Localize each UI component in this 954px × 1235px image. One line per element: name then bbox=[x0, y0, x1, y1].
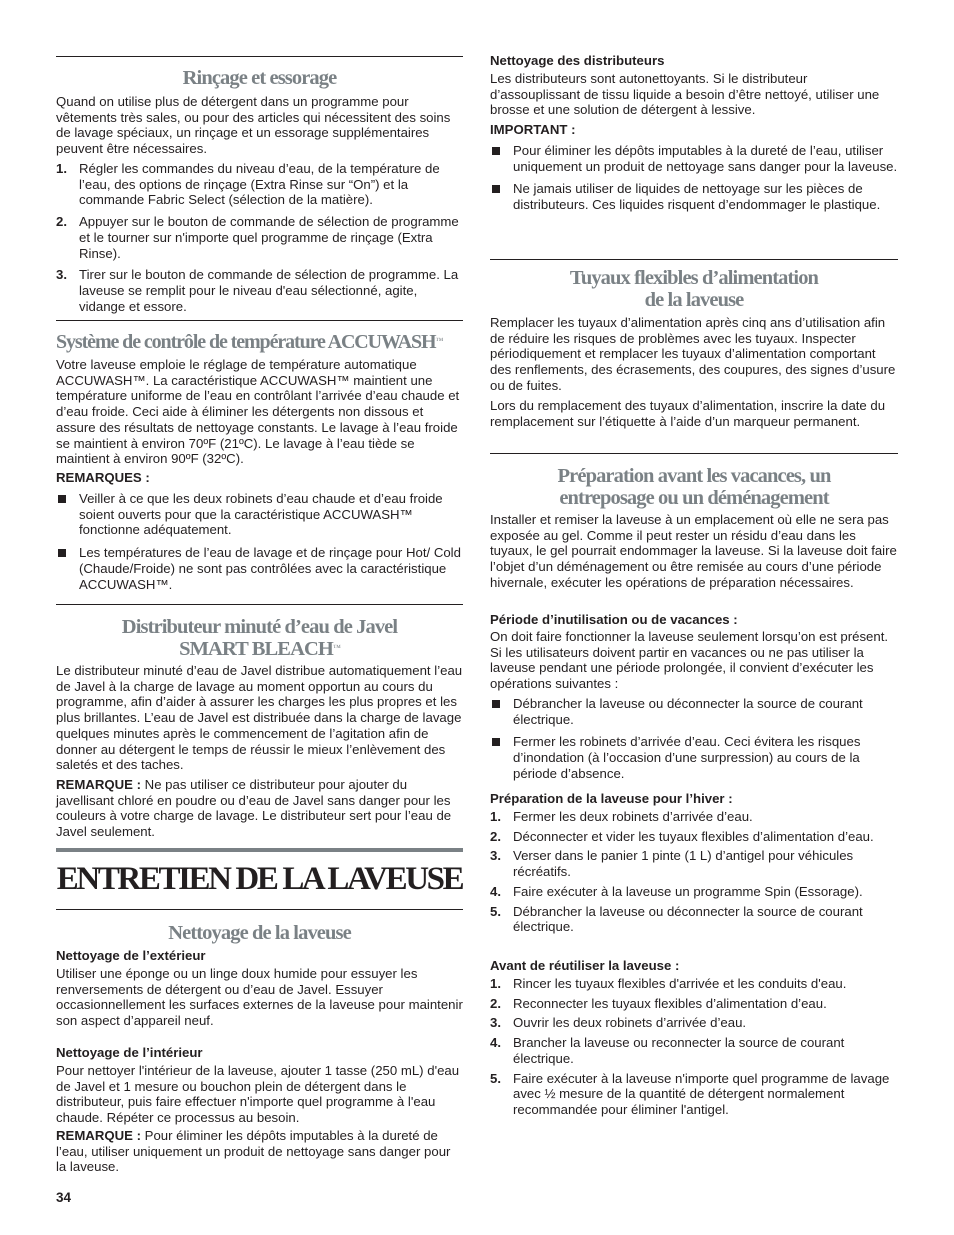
vacances-heading bbox=[490, 465, 898, 509]
step-text: Appuyer sur le bouton de commande de sélection de programme et le tourner sur n'importe quel programme de rinçage (Extra Rinse). bbox=[79, 214, 459, 261]
tuyaux-p1: Remplacer les tuyaux d’alimentation après cinq ans d’utilisation afin de réduire les risques de problèmes avec les tuyaux. Inspecter périodiquement et remplacer les tuyaux d’alimentation comportant des renflements, des écrasements, des coupures, des signes d’usure ou de fuites. bbox=[490, 315, 896, 393]
list-item bbox=[56, 267, 463, 314]
reutil-label: Avant de réutiliser la laveuse : bbox=[490, 958, 680, 973]
periode-bullets bbox=[490, 696, 898, 782]
ext-label: Nettoyage de l’extérieur bbox=[56, 948, 206, 963]
bullet-text: Débrancher la laveuse ou déconnecter la source de courant électrique. bbox=[513, 696, 863, 727]
bullet-square-icon bbox=[492, 185, 500, 193]
step-number: 1. bbox=[56, 161, 67, 176]
list-item bbox=[56, 161, 463, 208]
accuwash-intro: Votre laveuse emploie le réglage de température automatique ACCUWASH™. La caractéristique ACCUWASH™ maintient une température uniforme de l’eau en contrôlant l’arrivée d’eau chaude et d’eau froide. Ceci aide à éliminer les détergents non dissous et assure des résultats de nettoyage constants. Le lavage à l’eau froide se maintient à environ 70ºF (21ºC). Le lavage à l’eau tiède se maintient à environ 90ºF (32ºC). bbox=[56, 357, 460, 467]
step-number: 5. bbox=[490, 1070, 501, 1086]
list-item bbox=[490, 904, 898, 935]
accuwash-heading bbox=[56, 331, 463, 353]
step-number: 4. bbox=[490, 1035, 501, 1051]
ext-text: Utiliser une éponge ou un linge doux humide pour essuyer les renversements de détergent ou d’eau de Javel. Essuyer occasionnellement les surfaces externes de la laveuse pour maintenir son aspect d’appareil neuf. bbox=[56, 966, 463, 1029]
reutil-steps bbox=[490, 976, 898, 1118]
step-text: Verser dans le panier 1 pinte (1 L) d’antigel pour véhicules récréatifs. bbox=[513, 848, 854, 880]
step-text: Rincer les tuyaux flexibles d'arrivée et les conduits d'eau. bbox=[513, 976, 847, 991]
trademark-symbol: ™ bbox=[332, 643, 340, 652]
bullet-square-icon bbox=[492, 738, 500, 746]
section-divider bbox=[490, 259, 898, 260]
hiver-label: Préparation de la laveuse pour l’hiver : bbox=[490, 791, 733, 806]
rincage-steps bbox=[56, 161, 463, 314]
smartbleach-heading-line1: Distributeur minuté d’eau de Javel bbox=[121, 616, 398, 638]
step-number: 1. bbox=[490, 976, 501, 991]
smartbleach-heading bbox=[56, 616, 463, 660]
step-text: Tirer sur le bouton de commande de sélection de programme. La laveuse se remplit pour le niveau d'eau sélectionné, agite, vidange et essore. bbox=[79, 267, 459, 314]
distributeurs-bullets bbox=[490, 143, 898, 213]
list-item bbox=[490, 996, 898, 1012]
list-item bbox=[490, 976, 898, 992]
step-number: 4. bbox=[490, 883, 501, 899]
remark-text: Ne pas utiliser ce distributeur pour ajouter du javellisant chloré en poudre ou d’eau de Javel sans danger pour les couleurs à votre charge de lavage. Le distributeur sert pour l’eau de Javel seulement. bbox=[56, 777, 452, 840]
bullet-square-icon bbox=[492, 700, 500, 708]
accuwash-bullets bbox=[56, 491, 463, 592]
bullet-text: Pour éliminer les dépôts imputables à la dureté de l’eau, utiliser uniquement un produit de nettoyage sans danger pour la laveuse. bbox=[513, 143, 898, 174]
accuwash-heading-text: Système de contrôle de température ACCUWASH bbox=[56, 331, 436, 353]
bullet-square-icon bbox=[492, 147, 500, 155]
step-text: Reconnecter les tuyaux flexibles d’alimentation d’eau. bbox=[513, 995, 827, 1011]
vacances-heading-line1: Préparation avant les vacances, un bbox=[557, 465, 831, 487]
smartbleach-intro: Le distributeur minuté d’eau de Javel distribue automatiquement l’eau de Javel à la charge de lavage au moment opportun au cours du programme, afin d’aider à assurer les charges les plus propres et les plus brillantes. L’eau de Javel est distribuée dans la charge de lavage quelques minutes après le commencement de l’agitation afin de donner au détergent le temps de réussir le mieux l’enlèvement des saletés et des taches. bbox=[56, 663, 463, 773]
nettoyage-heading: Nettoyage de la laveuse bbox=[168, 922, 351, 944]
step-text: Ouvrir les deux robinets d’arrivée d’eau. bbox=[513, 1015, 747, 1031]
distributeurs-text: Les distributeurs sont autonettoyants. Si le distributeur d’assouplissant de tissu liquide a besoin d’être nettoyé, utiliser une brosse et une solution de détergent à lessive. bbox=[490, 71, 880, 118]
list-item bbox=[490, 884, 898, 900]
int-remark bbox=[56, 1128, 463, 1175]
periode-text: On doit faire fonctionner la laveuse seulement lorsqu’on est présent. Si les utilisateurs doivent partir en vacances ou ne pas utiliser la laveuse pendant une période prolongée, il convient d’exécuter les opérations suivantes : bbox=[490, 629, 889, 692]
smartbleach-heading-line2: SMART BLEACH bbox=[179, 638, 333, 660]
vacances-heading-line2: entreposage ou un déménagement bbox=[559, 487, 829, 509]
int-label: Nettoyage de l’intérieur bbox=[56, 1045, 203, 1060]
section-divider bbox=[56, 909, 463, 910]
list-item bbox=[490, 848, 898, 879]
list-item bbox=[490, 1071, 898, 1118]
step-text: Brancher la laveuse ou reconnecter la source de courant électrique. bbox=[513, 1035, 845, 1066]
rincage-intro: Quand on utilise plus de détergent dans un programme pour vêtements très sales, ou pour des articles qui nécessitent des soins de lavage spéciaux, un rinçage et un essorage supplémentaires peuvent être nécessaires. bbox=[56, 94, 451, 157]
page-number: 34 bbox=[56, 1190, 72, 1205]
section-divider bbox=[56, 604, 463, 605]
important-label: IMPORTANT : bbox=[490, 122, 576, 137]
list-item bbox=[490, 696, 898, 727]
step-text: Débrancher la laveuse ou déconnecter la source de courant électrique. bbox=[513, 903, 863, 935]
step-number: 2. bbox=[490, 995, 501, 1011]
bullet-square-icon bbox=[58, 495, 66, 503]
list-item bbox=[56, 214, 463, 261]
step-number: 2. bbox=[56, 214, 67, 230]
section-divider bbox=[490, 453, 898, 454]
section-divider bbox=[56, 56, 463, 57]
remark-text: Pour éliminer les dépôts imputables à la dureté de l’eau, utiliser uniquement un produit de nettoyage sans danger pour la laveuse. bbox=[56, 1128, 451, 1175]
step-text: Faire exécuter à la laveuse un programme Spin (Essorage). bbox=[513, 883, 863, 899]
hiver-steps bbox=[490, 809, 898, 935]
periode-label: Période d’inutilisation ou de vacances : bbox=[490, 612, 738, 627]
list-item bbox=[490, 181, 898, 212]
remark-label: REMARQUE : bbox=[56, 777, 141, 792]
step-number: 2. bbox=[490, 828, 501, 844]
list-item bbox=[490, 734, 898, 781]
section-divider bbox=[56, 320, 463, 321]
bullet-text: Veiller à ce que les deux robinets d’eau chaude et d’eau froide soient ouverts pour que la caractéristique ACCUWASH™ fonctionne adéquatement. bbox=[79, 491, 443, 538]
tuyaux-p2: Lors du remplacement des tuyaux d’alimentation, inscrire la date du remplacement sur l’étiquette à l’aide d’un marqueur permanent. bbox=[490, 398, 886, 429]
step-text: Fermer les deux robinets d’arrivée d’eau. bbox=[513, 809, 753, 824]
list-item bbox=[56, 491, 463, 538]
list-item bbox=[490, 143, 898, 174]
trademark-symbol: ™ bbox=[435, 336, 443, 345]
step-number: 3. bbox=[490, 1015, 501, 1031]
bullet-text: Ne jamais utiliser de liquides de nettoyage sur les pièces de distributeurs. Ces liquides risquent d’endommager le plastique. bbox=[513, 181, 881, 213]
bullet-text: Les températures de l’eau de lavage et de rinçage pour Hot/ Cold (Chaude/Froide) ne sont pas contrôlées avec la caractéristique ACCUWASH™. bbox=[79, 545, 461, 592]
tuyaux-heading-line2: de la laveuse bbox=[644, 289, 744, 311]
list-item bbox=[490, 1035, 898, 1066]
step-text: Faire exécuter à la laveuse n'importe quel programme de lavage avec ½ mesure de la quantité de détergent normalement recommandée pour éliminer l'antigel. bbox=[513, 1070, 890, 1117]
vacances-intro: Installer et remiser la laveuse à un emplacement où elle ne sera pas exposée au gel. Comme il peut rester un résidu d’eau dans les tuyaux, le gel pourrait endommager la laveuse. Si la laveuse doit faire l’objet d’un déménagement ou être remisée au cours d’une période hivernale, exécuter les opérations de préparation nécessaires. bbox=[490, 512, 897, 590]
list-item bbox=[490, 809, 898, 825]
title-bar bbox=[56, 848, 463, 852]
distributeurs-label: Nettoyage des distributeurs bbox=[490, 53, 665, 68]
bullet-square-icon bbox=[58, 549, 66, 557]
list-item bbox=[490, 829, 898, 845]
step-text: Déconnecter et vider les tuyaux flexibles d’alimentation d’eau. bbox=[513, 828, 874, 844]
list-item bbox=[490, 1015, 898, 1031]
step-text: Régler les commandes du niveau d’eau, de la température de l’eau, des options de rinçage (Extra Rinse sur “On”) et la commande Fabric Select (sélection de la matière). bbox=[79, 161, 440, 208]
rincage-heading: Rinçage et essorage bbox=[182, 67, 337, 89]
tuyaux-heading bbox=[490, 267, 898, 311]
step-number: 5. bbox=[490, 903, 501, 919]
tuyaux-heading-line1: Tuyaux flexibles d’alimentation bbox=[569, 267, 819, 289]
list-item bbox=[56, 545, 463, 592]
remark-label: REMARQUE : bbox=[56, 1128, 141, 1143]
accuwash-remarks-label: REMARQUES : bbox=[56, 470, 150, 485]
step-number: 3. bbox=[56, 267, 67, 283]
int-text: Pour nettoyer l'intérieur de la laveuse, ajouter 1 tasse (250 mL) d'eau de Javel et 1 mesure ou bouchon plein de détergent dans le distributeur, puis faire effectuer n'importe quel programme à l'eau chaude. Répéter ce processus au besoin. bbox=[56, 1063, 460, 1126]
step-number: 1. bbox=[490, 809, 501, 824]
smartbleach-remark bbox=[56, 777, 463, 840]
page-title: ENTRETIEN DE LA LAVEUSE bbox=[56, 861, 463, 897]
step-number: 3. bbox=[490, 848, 501, 864]
bullet-text: Fermer les robinets d’arrivée d’eau. Ceci évitera les risques d’inondation (à l’occasion d’une surpression) au cours de la période d’absence. bbox=[513, 734, 861, 781]
